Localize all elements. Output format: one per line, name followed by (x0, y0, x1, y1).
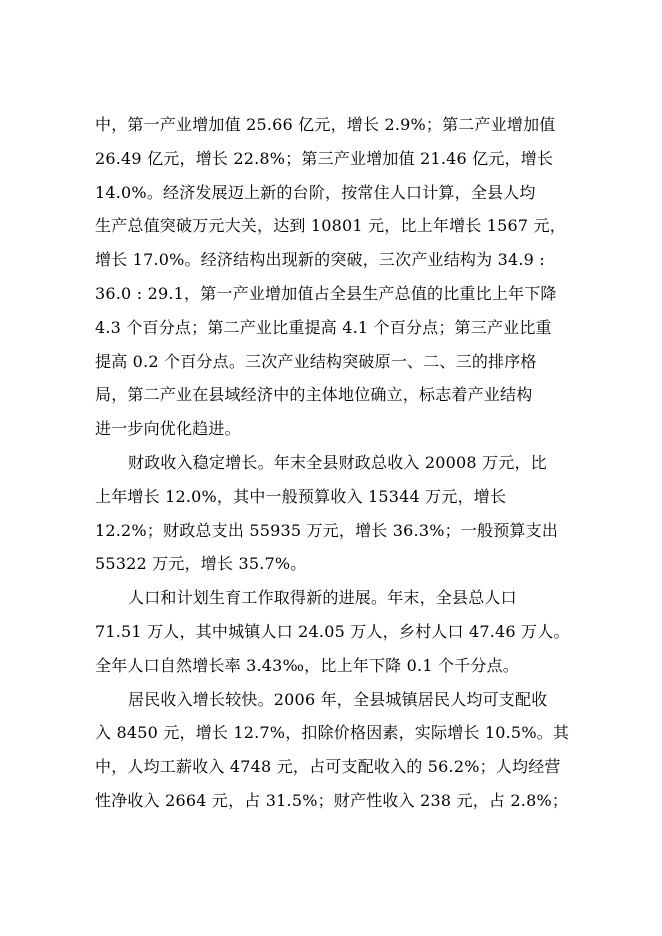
text-line: 全年人口自然增长率 3.43‰，比上年下降 0.1 个千分点。 (95, 655, 519, 675)
text-line: 提高 0.2 个百分点。三次产业结构突破原一、二、三的排序格 (95, 351, 537, 371)
text-line: 局，第二产业在县域经济中的主体地位确立，标志着产业结构 (95, 385, 533, 405)
text-line: 性净收入 2664 元，占 31.5%；财产性收入 238 元，占 2.8%； (95, 790, 569, 810)
text-line: 26.49 亿元，增长 22.8%；第三产业增加值 21.46 亿元，增长 (95, 148, 554, 168)
text-line: 生产总值突破万元大关，达到 10801 元，比上年增长 1567 元， (95, 216, 566, 236)
text-line: 36.0 : 29.1，第一产业增加值占全县生产总值的比重比上年下降 (95, 283, 557, 303)
text-line: 居民收入增长较快。2006 年，全县城镇居民人均可支配收 (128, 689, 548, 709)
text-line: 71.51 万人，其中城镇人口 24.05 万人，乡村人口 47.46 万人。 (95, 621, 570, 641)
text-line: 人口和计划生育工作取得新的进展。年末，全县总人口 (128, 588, 517, 608)
text-line: 55322 万元，增长 35.7%。 (95, 554, 307, 574)
text-line: 中，第一产业增加值 25.66 亿元，增长 2.9%；第二产业增加值 (95, 115, 556, 134)
text-line: 上年增长 12.0%，其中一般预算收入 15344 万元，增长 (95, 486, 507, 506)
text-line: 入 8450 元，增长 12.7%，扣除价格因素，实际增长 10.5%。其 (95, 723, 570, 743)
text-line: 增长 17.0%。经济结构出现新的突破，三次产业结构为 34.9 : (95, 250, 545, 270)
text-line: 14.0%。经济发展迈上新的台阶，按常住人口计算，全县人均 (95, 182, 536, 202)
body-text (95, 108, 575, 818)
text-line: 4.3 个百分点；第二产业比重提高 4.1 个百分点；第三产业比重 (95, 317, 552, 337)
text-line: 12.2%；财政总支出 55935 万元，增长 36.3%；一般预算支出 (95, 520, 559, 540)
text-line: 中，人均工薪收入 4748 元，占可支配收入的 56.2%；人均经营 (95, 757, 561, 777)
text-line: 进一步向优化趋进。 (95, 419, 241, 439)
text-line: 财政收入稳定增长。年末全县财政总收入 20008 万元，比 (128, 452, 547, 472)
